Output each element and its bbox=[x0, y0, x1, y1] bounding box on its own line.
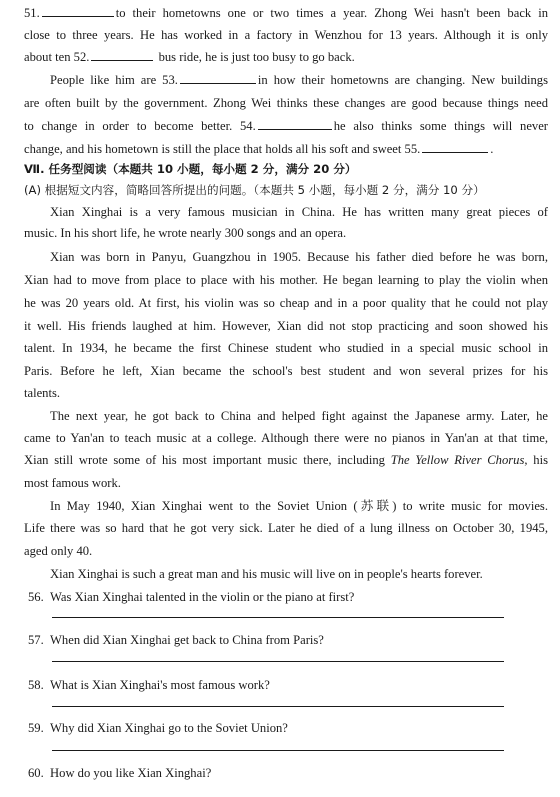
answer-line-59[interactable] bbox=[52, 750, 504, 751]
section-header: Ⅶ. 任务型阅读（本题共 10 小题，每小题 2 分，满分 20 分） bbox=[24, 162, 357, 176]
text-span: Xian still wrote some of his most important music there, including bbox=[24, 453, 391, 467]
text-span: People like him are 53. bbox=[50, 73, 178, 87]
answer-blank-54[interactable] bbox=[258, 119, 332, 130]
passage-line: Xian had to move from place to place with his mother. He began learning to play the violin when bbox=[24, 273, 548, 287]
question-58 bbox=[28, 677, 548, 693]
cloze-line bbox=[50, 72, 548, 88]
question-number: 60. bbox=[28, 766, 44, 780]
work-title: The Yellow River Chorus bbox=[390, 453, 525, 467]
passage-line: came to Yan'an to teach music at a college. Although there were no pianos in Yan'an at that time, bbox=[24, 431, 548, 445]
cloze-line bbox=[24, 5, 548, 21]
answer-blank-52[interactable] bbox=[91, 50, 153, 61]
answer-line-57[interactable] bbox=[52, 661, 504, 662]
question-number: 59. bbox=[28, 721, 44, 735]
cloze-line bbox=[24, 49, 548, 65]
text-span: in how their hometowns are changing. New buildings bbox=[257, 73, 548, 87]
passage-line: talent. In 1934, he became the first Chinese student who studied in a special music school in bbox=[24, 341, 548, 355]
text-span: he also thinks some things will never bbox=[333, 119, 548, 133]
passage-line: Xian was born in Panyu, Guangzhou in 1905. Because his father died before he was born, bbox=[50, 250, 548, 264]
answer-line-58[interactable] bbox=[52, 706, 504, 707]
question-60 bbox=[28, 765, 548, 781]
answer-blank-53[interactable] bbox=[180, 73, 256, 84]
question-text: How do you like Xian Xinghai? bbox=[50, 766, 212, 780]
part-a-instruction: (A) 根据短文内容，简略回答所提出的问题。（本题共 5 小题，每小题 2 分，满分 10 分） bbox=[24, 183, 485, 197]
question-number: 56. bbox=[28, 590, 44, 604]
cloze-line: close to three years. He has worked in a factory in Wenzhou for 13 years. Although it is only bbox=[24, 28, 548, 42]
question-text: What is Xian Xinghai's most famous work? bbox=[50, 678, 270, 692]
passage-line: Xian Xinghai is a very famous musician in China. He has written many great pieces of bbox=[50, 205, 548, 219]
question-59 bbox=[28, 720, 548, 736]
passage-line: aged only 40. bbox=[24, 544, 93, 558]
question-text: Was Xian Xinghai talented in the violin or the piano at first? bbox=[50, 590, 355, 604]
text-span: . bbox=[490, 142, 494, 156]
passage-line: music. In his short life, he wrote nearly 300 songs and an opera. bbox=[24, 226, 347, 240]
question-56 bbox=[28, 589, 548, 605]
cloze-line bbox=[24, 141, 548, 157]
passage-line: he was 20 years old. At first, his violin was so cheap and in a poor quality that he could not play bbox=[24, 296, 548, 310]
passage-line: The next year, he got back to China and helped fight against the Japanese army. Later, he bbox=[50, 409, 548, 423]
answer-blank-55[interactable] bbox=[422, 142, 488, 153]
question-text: When did Xian Xinghai get back to China from Paris? bbox=[50, 633, 324, 647]
text-span: to their hometowns one or two times a year. Zhong Wei hasn't been back in bbox=[115, 6, 548, 20]
passage-line: Paris. Before he left, Xian became the school's best student and won several prizes for his bbox=[24, 364, 548, 378]
passage-line: it well. His friends laughed at him. However, Xian did not stop practicing and soon showed his bbox=[24, 319, 548, 333]
passage-line: Life there was so hard that he got very sick. Later he died of a lung illness on October 30, 1945, bbox=[24, 521, 548, 535]
text-span: change, and his hometown is still the place that holds all his soft and sweet 55. bbox=[24, 142, 421, 156]
passage-line: talents. bbox=[24, 386, 61, 400]
cloze-line bbox=[24, 118, 548, 134]
answer-blank-51[interactable] bbox=[42, 6, 114, 17]
question-number: 58. bbox=[28, 678, 44, 692]
text-span: about ten 52. bbox=[24, 50, 90, 64]
passage-line: In May 1940, Xian Xinghai went to the Soviet Union (苏联) to write music for movies. bbox=[50, 499, 548, 513]
passage-line: most famous work. bbox=[24, 476, 121, 490]
text-span: , his bbox=[524, 453, 548, 467]
question-57 bbox=[28, 632, 548, 648]
text-span: bus ride, he is just too busy to go back. bbox=[158, 50, 355, 64]
question-number: 57. bbox=[28, 633, 44, 647]
passage-line: Xian Xinghai is such a great man and his music will live on in people's hearts forever. bbox=[50, 567, 483, 581]
cloze-line: are often built by the government. Zhong Wei thinks these changes are good because things need bbox=[24, 96, 548, 110]
question-text: Why did Xian Xinghai go to the Soviet Union? bbox=[50, 721, 288, 735]
passage-line bbox=[24, 452, 548, 468]
answer-line-56[interactable] bbox=[52, 617, 504, 618]
question-number-51: 51. bbox=[24, 6, 40, 20]
text-span: to change in order to become better. 54. bbox=[24, 119, 256, 133]
